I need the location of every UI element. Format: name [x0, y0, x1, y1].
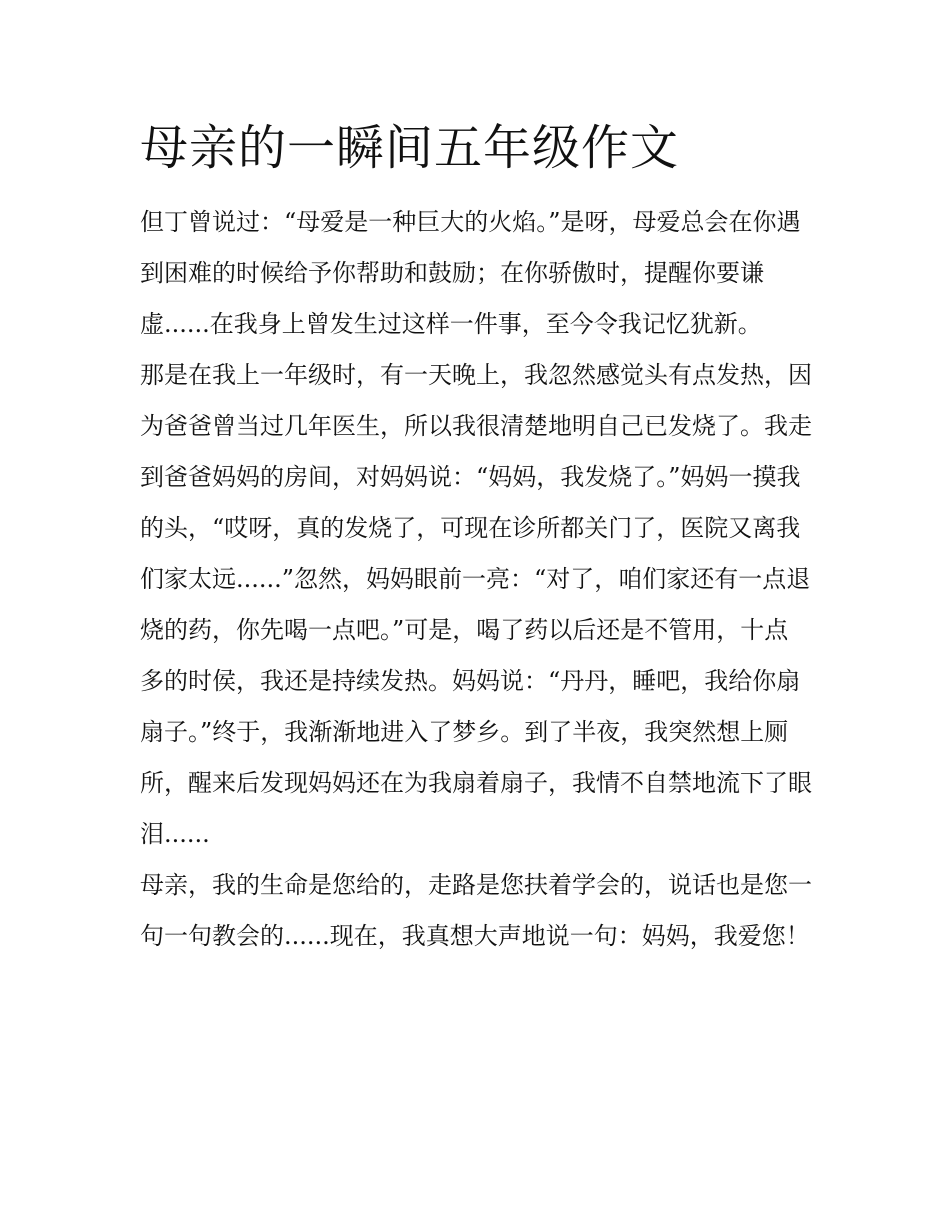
- paragraph-intro: 但丁曾说过：“母爱是一种巨大的火焰。”是呀，母爱总会在你遇到困难的时候给予你帮助和鼓励；在你骄傲时，提醒你要谦虚......在我身上曾发生过这样一件事，至今令我记忆犹新。: [140, 208, 801, 338]
- document-body: [140, 197, 812, 962]
- paragraph-story: 那是在我上一年级时，有一天晚上，我忽然感觉头有点发热，因为爸爸曾当过几年医生，所以我很清楚地明自己已发烧了。我走到爸爸妈妈的房间，对妈妈说：“妈妈，我发烧了。”妈妈一摸我的头，“哎呀，真的发烧了，可现在诊所都关门了，医院又离我们家太远......”忽然，妈妈眼前一亮：“对了，咱们家还有一点退烧的药，你先喝一点吧。”可是，喝了药以后还是不管用，十点多的时侯，我还是持续发热。妈妈说：“丹丹，睡吧，我给你扇扇子。”终于，我渐渐地进入了梦乡。到了半夜，我突然想上厕所，醒来后发现妈妈还在为我扇着扇子，我情不自禁地流下了眼泪......: [140, 361, 812, 848]
- document-title: 母亲的一瞬间五年级作文: [140, 120, 680, 176]
- paragraph-conclusion: 母亲，我的生命是您给的，走路是您扶着学会的，说话也是您一句一句教会的......现在，我真想大声地说一句：妈妈，我爱您！: [140, 871, 812, 950]
